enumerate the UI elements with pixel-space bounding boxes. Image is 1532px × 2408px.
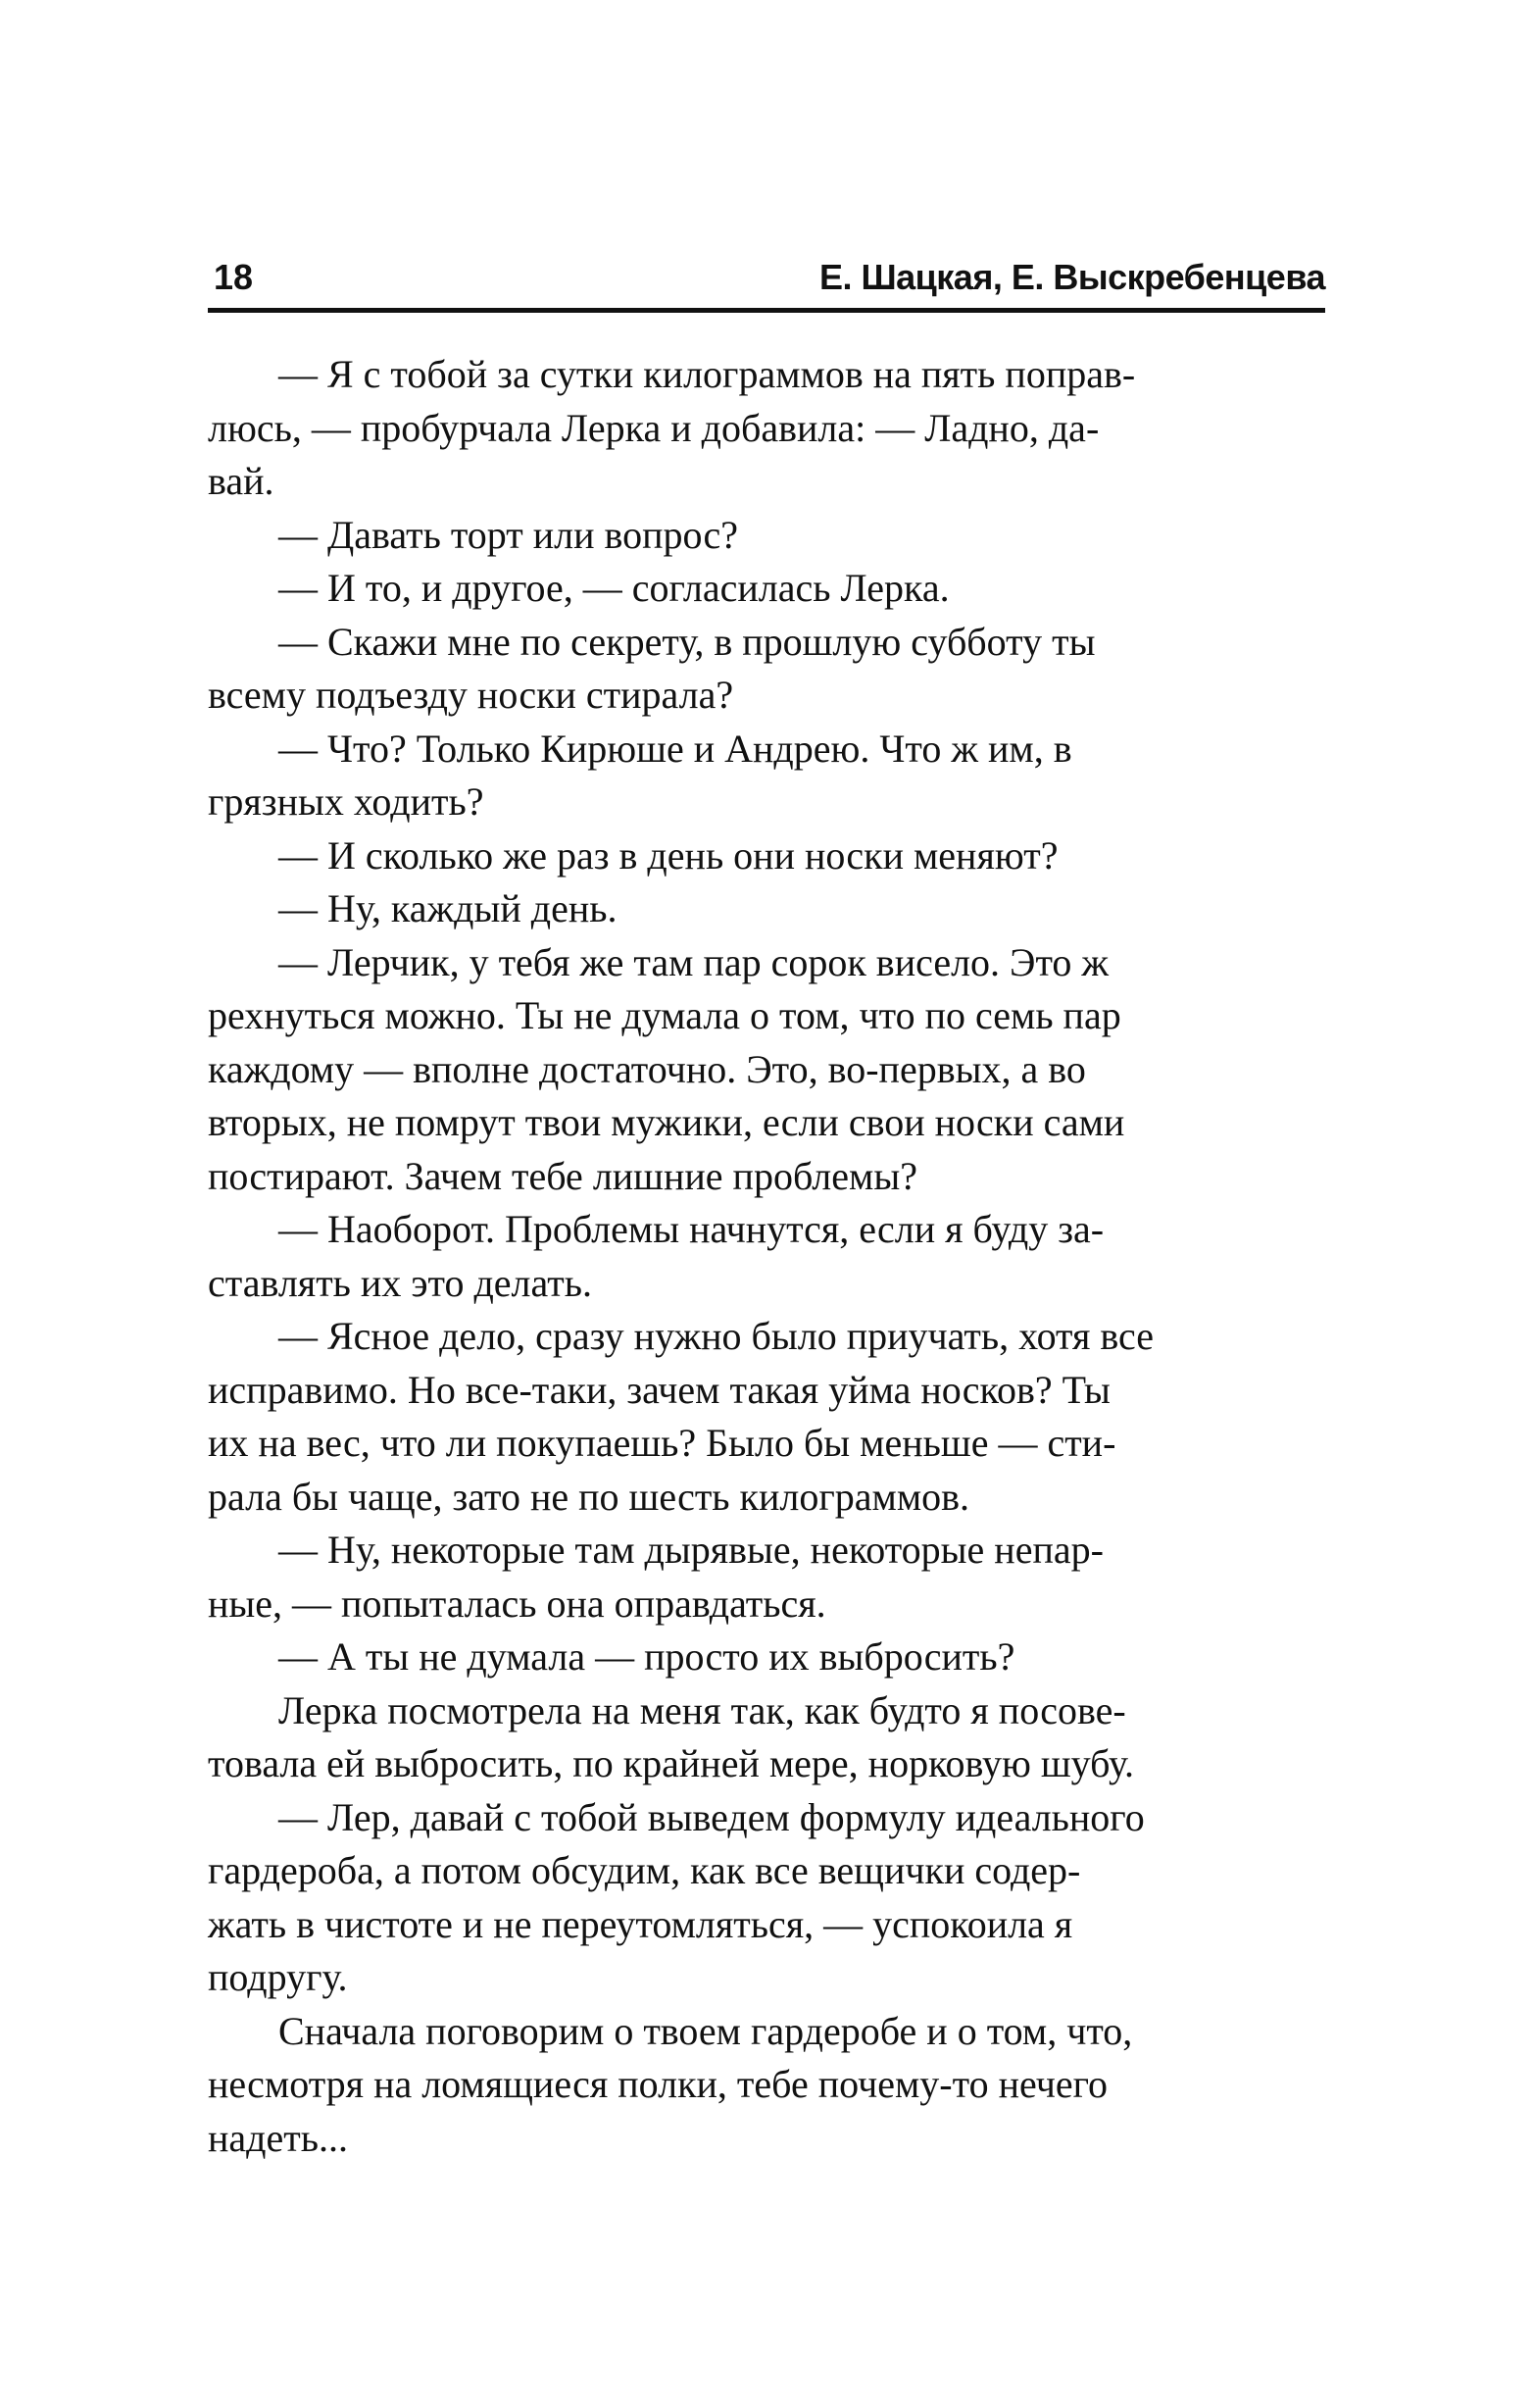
paragraph: — Я с тобой за сутки килограммов на пять поправ- люсь, — пробурчала Лерка и добавила: — Ладно, да- вай. [208, 352, 1136, 503]
paragraph: — Наоборот. Проблемы начнутся, если я буду за- ставлять их это делать. [208, 1207, 1105, 1305]
paragraph: — И то, и другое, — согласилась Лерка. [278, 566, 950, 610]
paragraph: Сначала поговорим о твоем гардеробе и о том, что, несмотря на ломящиеся полки, тебе почему-то нечего надеть... [208, 2008, 1133, 2160]
header-rule [208, 308, 1325, 313]
paragraph: — Что? Только Кирюше и Андрею. Что ж им, в грязных ходить? [208, 726, 1072, 824]
paragraph: — Давать торт или вопрос? [278, 512, 739, 557]
running-head-authors: Е. Шацкая, Е. Выскребенцева [818, 257, 1325, 297]
paragraph: — Лер, давай с тобой выведем формулу идеального гардероба, а потом обсудим, как все вещички содер- жать в чистоте и не переутомляться, — успокоила я подругу. [208, 1794, 1145, 1999]
paragraph: — А ты не думала — просто их выбросить? [278, 1634, 1015, 1679]
paragraph: — Скажи мне по секрету, в прошлую субботу ты всему подъезду носки стирала? [208, 619, 1096, 717]
body-text [208, 348, 1325, 2165]
page-number: 18 [214, 257, 254, 297]
paragraph: — Лерчик, у тебя же там пар сорок висело. Это ж рехнуться можно. Ты не думала о том, что по семь пар каждому — вполне достаточно. Это, во-первых, а во вторых, не помрут твои мужики, если свои носки сами постирают. Зачем тебе лишние проблемы? [208, 939, 1125, 1198]
running-head [208, 253, 1325, 302]
paragraph: Лерка посмотрела на меня так, как будто я посове- товала ей выбросить, по крайней мере, норковую шубу. [208, 1687, 1134, 1785]
paragraph: — Ну, каждый день. [278, 886, 618, 930]
paragraph: — Ну, некоторые там дырявые, некоторые непар- ные, — попыталась она оправдаться. [208, 1528, 1104, 1626]
paragraph: — Ясное дело, сразу нужно было приучать, хотя все исправимо. Но все-таки, зачем такая уйма носков? Ты их на вес, что ли покупаешь? Было бы меньше — сти- рала бы чаще, зато не по шесть килограммов. [208, 1314, 1155, 1519]
paragraph: — И сколько же раз в день они носки меняют? [278, 832, 1059, 878]
